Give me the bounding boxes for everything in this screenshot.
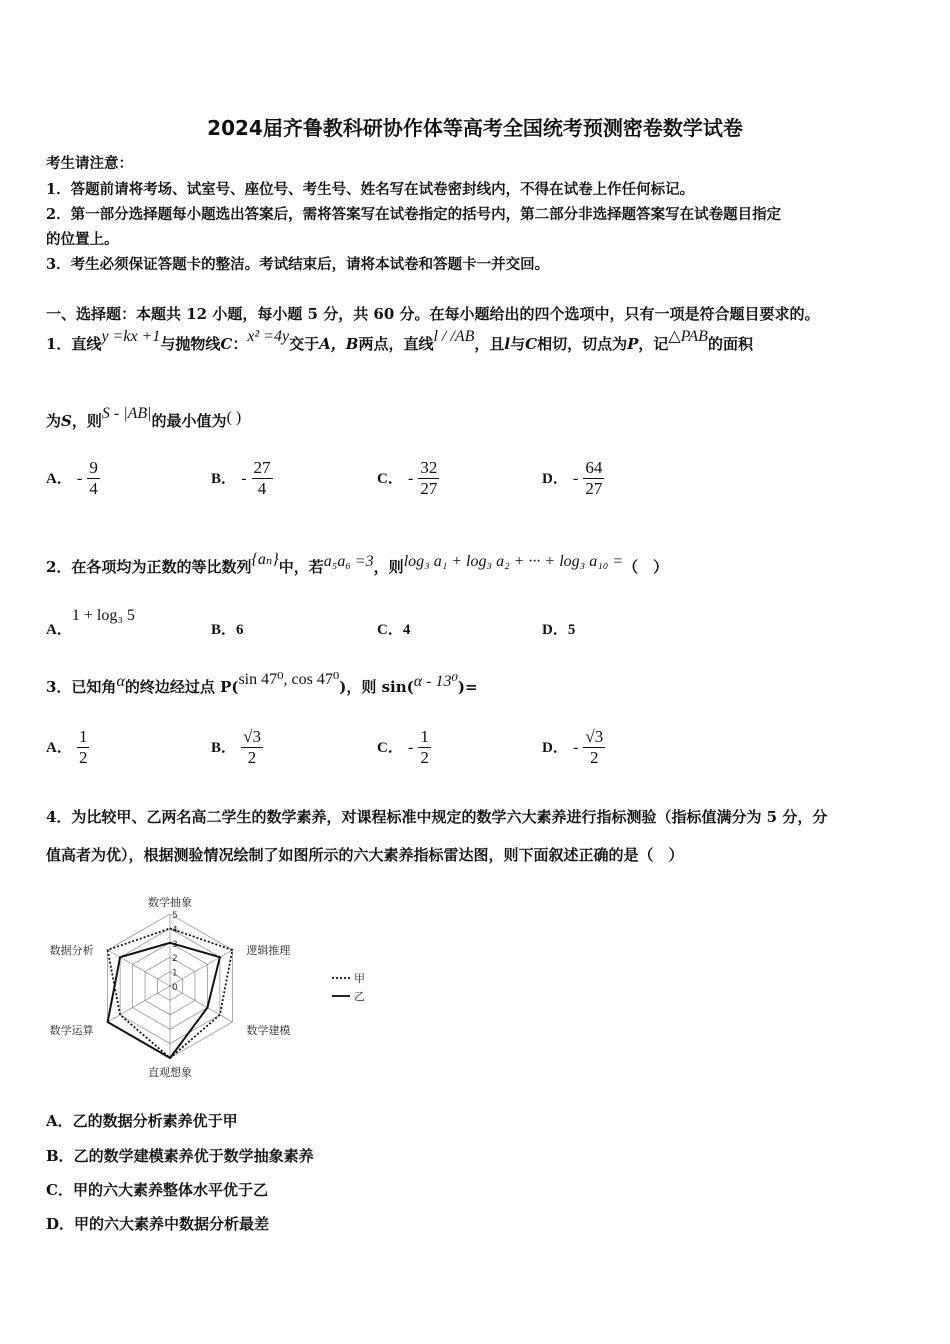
q1-text: 1．直线 <box>46 335 102 353</box>
q2-math-seq: {aₙ} <box>251 551 279 568</box>
fraction-numerator: 27 <box>253 458 271 477</box>
legend-label-jia: 甲 <box>354 972 365 985</box>
option-label: A． <box>46 471 72 487</box>
option-label: B． <box>211 622 237 638</box>
radar-tick-label: 5 <box>172 911 178 921</box>
q1-math-expr: S - |AB| <box>101 405 152 422</box>
q4-line2: 值高者为优），根据测验情况绘制了如图所示的六大素养指标雷达图，则下面叙述正确的是（ ） <box>46 846 684 864</box>
radar-axis-label: 数学抽象 <box>148 896 192 909</box>
q4-line1: 4．为比较甲、乙两名高二学生的数学素养，对课程标准中规定的数学六大素养进行指标测验（指标值满分为 5 分，分 <box>46 808 828 826</box>
option-label: D． <box>542 471 568 487</box>
q1-option-a <box>46 458 100 499</box>
q1-math-line: y =kx +1 <box>101 328 161 345</box>
fraction-numerator: √3 <box>243 727 261 746</box>
option-sign: - <box>241 470 247 487</box>
q2-math-sum: log₃ a₁ + log₃ a₂ + ··· + log₃ a₁₀ = <box>403 553 624 570</box>
legend-label-yi: 乙 <box>354 990 365 1003</box>
q2-line <box>46 551 669 577</box>
option-sign: - <box>572 470 579 487</box>
option-fraction <box>418 458 439 499</box>
notice-heading: 考生请注意： <box>46 155 133 172</box>
q2-text: ，则 <box>373 558 404 576</box>
radar-axis-label: 数学建模 <box>246 1024 291 1037</box>
option-label: B． <box>211 471 237 487</box>
q3-math-point: sin 47⁰, cos 47⁰ <box>238 671 340 688</box>
option-fraction <box>252 458 273 499</box>
radar-spoke <box>170 950 232 986</box>
q3-option-a <box>46 727 89 768</box>
q3-math-alpha: α <box>116 673 125 690</box>
q1-line2 <box>46 405 242 431</box>
option-label: C． <box>377 622 403 638</box>
fraction-numerator: 1 <box>78 727 88 746</box>
page-title: 2024届齐鲁教科研协作体等高考全国统考预测密卷数学试卷 <box>207 116 743 140</box>
radar-axis-label: 直观想象 <box>148 1066 192 1079</box>
q1-var: A，B <box>319 335 359 353</box>
q2-text: 中，若 <box>278 558 324 576</box>
fraction-denominator: 2 <box>590 748 599 767</box>
radar-spoke <box>108 950 170 986</box>
q1-text: ，记 <box>638 335 669 353</box>
notice-item-2-cont: 的位置上。 <box>46 231 119 248</box>
notice-item-2: 2．第一部分选择题每小题选出答案后，需将答案写在试卷指定的括号内，第二部分非选择题答案写在试卷题目指定 <box>46 206 782 223</box>
fraction-denominator: 2 <box>247 748 257 767</box>
option-fraction <box>77 727 90 768</box>
option-label: D． <box>542 740 568 756</box>
radar-axis-label: 逻辑推理 <box>246 944 291 957</box>
q3-option-d <box>542 727 605 768</box>
option-sign: - <box>407 739 414 756</box>
fraction-numerator: 1 <box>420 727 429 746</box>
q1-line1 <box>46 328 753 354</box>
q1-math-parabola: x² =4y <box>247 328 290 345</box>
option-fraction <box>87 458 100 499</box>
fraction-denominator: 2 <box>420 748 429 767</box>
q2-option-c <box>377 618 410 639</box>
q3-text: )= <box>457 678 478 696</box>
radar-tick-label: 2 <box>172 954 178 965</box>
q1-text: 两点，直线 <box>358 335 434 353</box>
q1-var: C <box>220 335 233 353</box>
q3-text: 3．已知角 <box>46 678 117 696</box>
radar-axis-label: 数学运算 <box>49 1024 94 1037</box>
option-value: 1 + log₃ 5 <box>71 607 135 624</box>
q1-text: 与 <box>510 335 526 353</box>
q4-option-c: C．甲的六大素养整体水平优于乙 <box>46 1181 268 1199</box>
section-heading: 一、选择题：本题共 12 小题，每小题 5 分，共 60 分。在每小题给出的四个选项中，只有一项是符合题目要求的。 <box>46 305 820 323</box>
fraction-denominator: 4 <box>257 479 267 498</box>
q3-option-c <box>377 727 431 768</box>
q2-text: 2．在各项均为正数的等比数列 <box>46 558 252 576</box>
q2-option-b <box>211 618 244 639</box>
fraction-numerator: 32 <box>420 458 438 477</box>
fraction-denominator: 4 <box>89 479 98 498</box>
fraction-numerator: 9 <box>89 458 98 477</box>
option-value: 6 <box>236 622 244 638</box>
radar-axis-label: 数据分析 <box>49 944 94 957</box>
q3-text: 的终边经过点 P( <box>124 678 239 696</box>
q1-math-parallel: l / /AB <box>433 328 475 345</box>
q3-option-b <box>211 727 263 768</box>
option-value: 4 <box>402 622 411 638</box>
radar-tick-label: 0 <box>172 983 178 993</box>
q2-math-cond: a₅a₆ =3 <box>323 553 374 570</box>
option-label: C． <box>377 740 403 756</box>
q3-text: )，则 sin( <box>339 678 414 696</box>
q3-line <box>46 671 478 697</box>
radar-tick-label: 4 <box>172 925 178 936</box>
q1-option-c <box>377 458 439 499</box>
q4-option-d: D．甲的六大素养中数据分析最差 <box>46 1215 270 1233</box>
q2-option-d <box>542 618 575 639</box>
fraction-denominator: 27 <box>585 479 603 498</box>
option-fraction <box>583 458 604 499</box>
q1-var: S <box>61 412 72 430</box>
q1-var: C <box>525 335 538 353</box>
radar-chart <box>46 878 386 1093</box>
fraction-denominator: 27 <box>420 479 438 498</box>
fraction-denominator: 2 <box>78 748 88 767</box>
notice-item-3: 3．考生必须保证答题卡的整洁。考试结束后，请将本试卷和答题卡一并交回。 <box>46 256 550 273</box>
option-label: B． <box>211 740 237 756</box>
q1-answer-paren: ( ) <box>226 409 242 426</box>
q1-math-triangle: △PAB <box>668 328 708 345</box>
option-value: 5 <box>567 622 576 638</box>
radar-legend <box>332 972 365 1003</box>
option-sign: - <box>572 739 579 756</box>
q2-answer-paren: （ ） <box>623 558 669 576</box>
radar-tick-label: 1 <box>172 968 178 979</box>
option-fraction <box>241 727 263 768</box>
option-label: A． <box>46 740 72 756</box>
option-sign: - <box>76 470 83 487</box>
q1-text: ： <box>232 335 248 353</box>
option-label: C． <box>377 471 403 487</box>
q1-text: 交于 <box>289 335 320 353</box>
q1-text: 相切，切点为 <box>537 335 628 353</box>
q1-text: ，且 <box>474 335 505 353</box>
q1-option-d <box>542 458 604 499</box>
radar-spoke <box>108 986 170 1022</box>
option-fraction <box>418 727 431 768</box>
q4-option-b: B．乙的数学建模素养优于数学抽象素养 <box>46 1147 314 1165</box>
notice-item-1: 1．答题前请将考场、试室号、座位号、考生号、姓名写在试卷密封线内，不得在试卷上作任何标记。 <box>46 181 695 198</box>
q1-text: 与抛物线 <box>160 335 221 353</box>
q1-text: 为 <box>46 412 62 430</box>
fraction-numerator: 64 <box>585 458 603 477</box>
option-sign: - <box>407 470 414 487</box>
q3-math-angle: α - 13⁰ <box>413 673 458 690</box>
q1-option-b <box>211 458 273 499</box>
q4-option-a: A．乙的数据分析素养优于甲 <box>46 1112 238 1130</box>
fraction-numerator: √3 <box>585 727 604 746</box>
q1-text: 的面积 <box>707 335 753 353</box>
radar-tick-label: 3 <box>172 939 178 950</box>
q1-text: ，则 <box>71 412 102 430</box>
q2-option-a <box>46 604 135 638</box>
option-label: D． <box>542 622 568 638</box>
q1-var: l <box>504 335 511 353</box>
option-fraction <box>583 727 605 768</box>
q1-var: P <box>627 335 639 353</box>
option-label: A． <box>46 622 72 638</box>
q1-text: 的最小值为 <box>151 412 227 430</box>
